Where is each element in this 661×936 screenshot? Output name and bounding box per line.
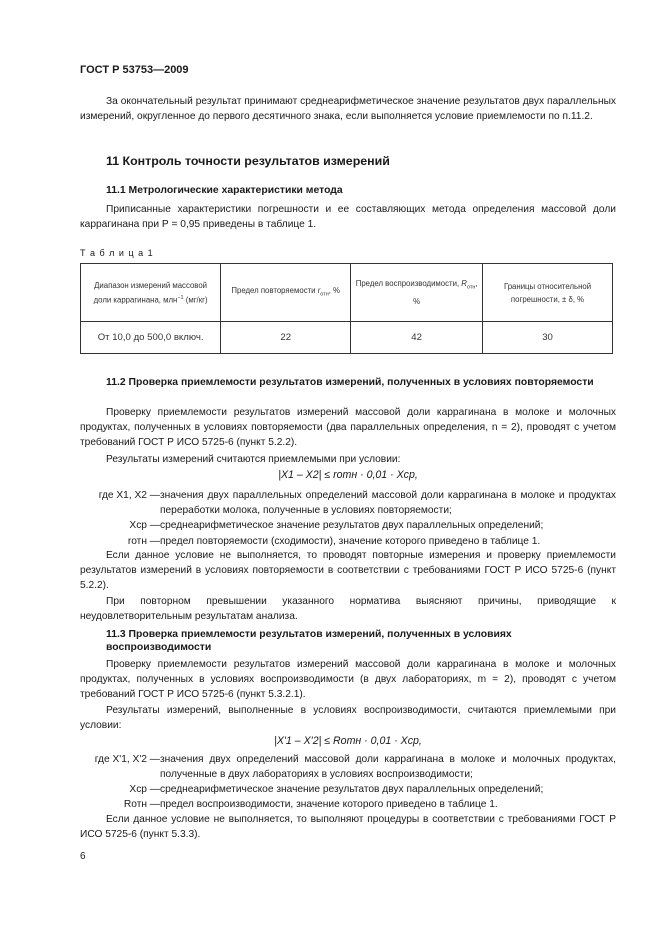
section-11-1-heading: 11.1 Метрологические характеристики метода	[106, 185, 343, 196]
table-cell-range: От 10,0 до 500,0 включ.	[81, 322, 221, 354]
table-caption: Т а б л и ц а 1	[80, 248, 154, 258]
section-11-2-p4: При повторном превышении указанного норматива выясняют причины, приводящие к неудовлетворительным результатам анализа.	[80, 596, 616, 623]
table-cell-reproducibility: 42	[351, 322, 483, 354]
table-cell-repeatability: 22	[221, 322, 351, 354]
section-11-3-p3: Если данное условие не выполняется, то выполняют процедуры в соответствии с требованиями ГОСТ Р ИСО 5725-6 (пункт 5.3.3).	[80, 814, 616, 841]
formula-repeatability: |X1 – X2| ≤ rотн · 0,01 · Xср,	[278, 469, 418, 481]
section-11-3-p1: Проверку приемлемости результатов измерений массовой доли каррагинана в молоке и молочных продуктах, полученных в условиях воспроизводимости (в двух лабораториях, m = 2), проводят с учетом требований ГОСТ Р ИСО 5725-6 (пункт 5.3.2.1).	[80, 659, 616, 701]
section-11-3-p2: Результаты измерений, выполненные в условиях воспроизводимости, считаются приемлемыми при условии:	[80, 705, 616, 732]
metrology-table	[80, 263, 613, 354]
table-header-error-bounds: Границы относительной погрешности, ± δ, %	[483, 264, 613, 322]
def-text: значения двух параллельных определений массовой доли каррагинана в молоке и продуктах переработки молока, полученные в условиях повторяемости;	[160, 490, 616, 516]
table-header-repeatability: Предел повторяемости $r_{отн}$, %	[221, 264, 351, 322]
def-text: значения двух определений массовой доли каррагинана в молоке и молочных продуктах, полученные в двух лабораториях в условиях воспроизводимости;	[160, 754, 616, 780]
page-number: 6	[80, 851, 86, 862]
def-sym: Xср —	[129, 784, 160, 795]
document-header: ГОСТ Р 53753—2009	[80, 64, 189, 76]
table-header-row	[81, 264, 613, 322]
table-row	[81, 322, 613, 354]
formula-reproducibility: |X'1 – X'2| ≤ Rотн · 0,01 · Xср,	[274, 735, 422, 747]
table-header-range: Диапазон измерений массовой доли каррагинана, млн$^{-1}$ (мг/кг)	[81, 264, 221, 322]
def-text: предел повторяемости (сходимости), значение которого приведено в таблице 1.	[160, 536, 541, 547]
intro-paragraph: За окончательный результат принимают среднеарифметическое значение результатов двух параллельных измерений, округленное до первого десятичного знака, если выполняется условие приемлемости по п.11.2.	[80, 96, 616, 123]
section-11-2-p3: Если данное условие не выполняется, то проводят повторные измерения и проверку приемлемости результатов измерений в условиях повторяемости в соответствии с требованиями ГОСТ Р ИСО 5725-6 (пункт 5.2.2).	[80, 550, 616, 592]
def-text: среднеарифметическое значение результатов двух параллельных определений;	[160, 520, 544, 531]
def-sym: rотн —	[127, 536, 160, 547]
def-text: предел воспроизводимости, значение которого приведено в таблице 1.	[160, 799, 498, 810]
def-sym: где X1, X2 —	[98, 490, 160, 501]
section-11-heading: 11 Контроль точности результатов измерений	[106, 154, 390, 168]
table-header-reproducibility: Предел воспроизводимости, $R_{отн}$, %	[351, 264, 483, 322]
section-11-2-heading: 11.2 Проверка приемлемости результатов измерений, полученных в условиях повторяемости	[106, 377, 594, 388]
def-text: среднеарифметическое значение результатов двух параллельных определений;	[160, 784, 544, 795]
section-11-3-heading: 11.3 Проверка приемлемости результатов измерений, полученных в условиях воспроизводимости	[106, 629, 512, 653]
section-11-2-p1: Проверку приемлемости результатов измерений массовой доли каррагинана в молоке и молочных продуктах, полученных в условиях повторяемости (два параллельных определения, n = 2), проводят с учетом требований ГОСТ Р ИСО 5725-6 (пункт 5.2.2).	[80, 407, 616, 449]
section-11-1-text: Приписанные характеристики погрешности и ее составляющих метода определения массовой доли каррагинана при Р = 0,95 приведены в таблице 1.	[80, 204, 616, 231]
def-sym: Xср —	[129, 520, 160, 531]
def-sym: Rотн —	[123, 799, 160, 810]
def-sym: где X'1, X'2 —	[94, 754, 160, 765]
section-11-2-p2: Результаты измерений считаются приемлемыми при условии:	[106, 454, 401, 465]
table-cell-error: 30	[483, 322, 613, 354]
